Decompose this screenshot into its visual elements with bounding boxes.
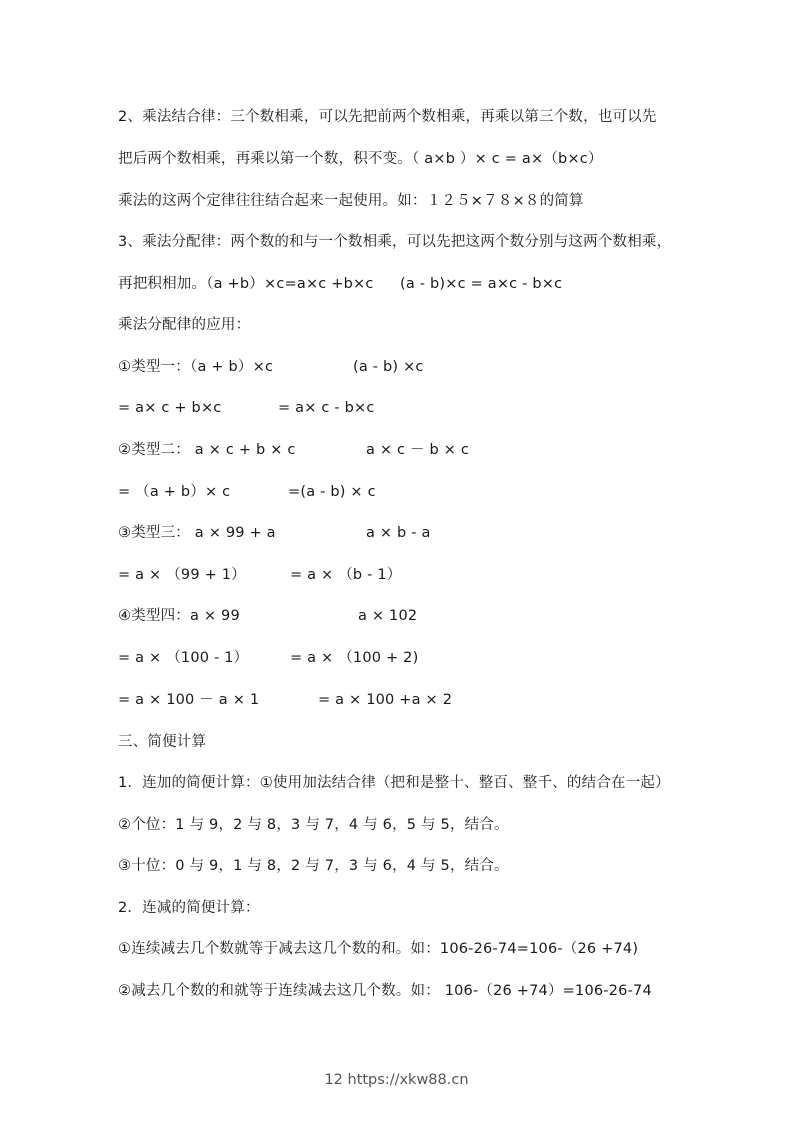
text-line-combined-use: 乘法的这两个定律往往结合起来一起使用。如：１２５×７８×８的简算: [118, 193, 584, 209]
text-line-distributive-law-1: 3、乘法分配律：两个数的和与一个数相乘，可以先把这两个数分别与这两个数相乘，: [118, 234, 672, 250]
text-line-associative-law-2: 把后两个数相乘，再乘以第一个数，积不变。（ a×b ）× c = a×（b×c）: [118, 151, 603, 167]
formula-right: = a × 100 +a × 2: [318, 692, 453, 708]
formula-left: ①类型一：（a + b）×c: [118, 359, 274, 375]
text-line-ones-place: ②个位：1 与 9，2 与 8，3 与 7，4 与 6，5 与 5，结合。: [118, 817, 509, 833]
text-line-type2: [118, 440, 470, 460]
text-line-type1: [118, 357, 424, 377]
formula-right: a × 102: [358, 608, 418, 624]
formula-right: a × b - a: [366, 525, 431, 541]
section-heading-simplified-calc: 三、简便计算: [118, 734, 207, 750]
text-line-type4: [118, 606, 418, 626]
text-line-associative-law-1: 2、乘法结合律：三个数相乘，可以先把前两个数相乘，再乘以第三个数，也可以先: [118, 109, 657, 125]
text-line-type3: [118, 523, 431, 543]
formula-left: = a × （99 + 1）: [118, 567, 246, 583]
formula-right: = a× c - b×c: [278, 400, 375, 416]
formula-right: a × c － b × c: [366, 442, 470, 458]
formula-left: ③类型三： a × 99 + a: [118, 525, 276, 541]
formula-left: = a × （100 - 1）: [118, 650, 249, 666]
formula-left: ②类型二： a × c + b × c: [118, 442, 296, 458]
text-line-tens-place: ③十位：0 与 9，1 与 8，2 与 7，3 与 6，4 与 5，结合。: [118, 858, 509, 874]
text-line-type3-result: [118, 565, 402, 585]
formula-left: 再把积相加。（a +b）×c=a×c +b×c: [118, 276, 374, 292]
text-line-type4-step2: [118, 690, 453, 710]
text-line-distributive-law-2: [118, 274, 563, 294]
text-line-applications-heading: 乘法分配律的应用：: [118, 317, 251, 333]
text-line-subtraction-rule-2: ②减去几个数的和就等于连续减去这几个数。如： 106-（26 +74）=106-26-74: [118, 983, 652, 999]
formula-right: = a × （b - 1）: [290, 567, 402, 583]
text-line-subtraction-simplified: 2．连减的简便计算：: [118, 900, 260, 916]
text-line-type4-step1: [118, 648, 419, 668]
formula-right: = a × （100 + 2): [290, 650, 419, 666]
formula-left: ④类型四：a × 99: [118, 608, 240, 624]
formula-right: =(a - b) × c: [288, 484, 376, 500]
formula-right: (a - b)×c = a×c - b×c: [400, 276, 563, 292]
footer-url: https://xkw88.cn: [347, 1072, 469, 1088]
page-number: 12: [324, 1072, 343, 1088]
formula-left: = a × 100 － a × 1: [118, 692, 260, 708]
text-line-subtraction-rule-1: ①连续减去几个数就等于减去这几个数的和。如：106-26-74=106-（26 +74): [118, 941, 639, 957]
text-line-type2-result: [118, 482, 376, 502]
text-line-addition-simplified: 1．连加的简便计算：①使用加法结合律（把和是整十、整百、整千、的结合在一起）: [118, 775, 670, 791]
formula-left: = a× c + b×c: [118, 400, 222, 416]
formula-left: = （a + b）× c: [118, 484, 231, 500]
page-footer: [0, 1070, 793, 1090]
formula-right: (a - b) ×c: [353, 359, 424, 375]
text-line-type1-result: [118, 398, 375, 418]
